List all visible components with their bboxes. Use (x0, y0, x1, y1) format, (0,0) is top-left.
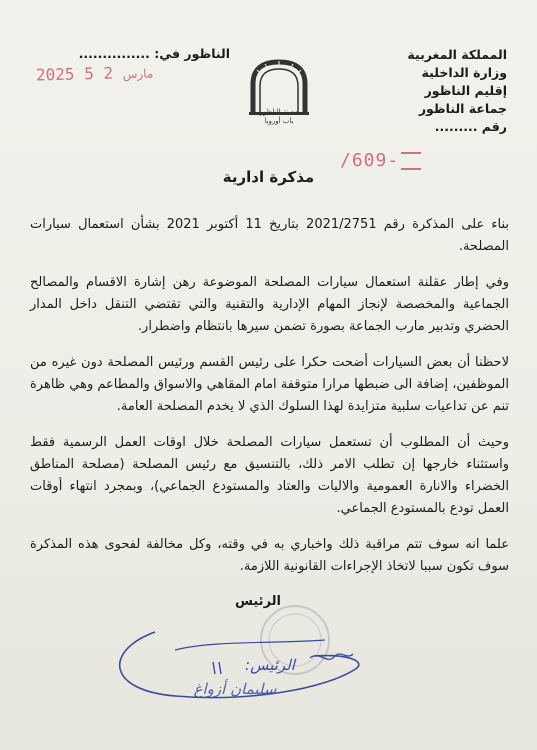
paragraph-context: وفي إطار عقلنة استعمال سيارات المصلحة الموضوعة رهن إشارة الاقسام والمصالح الجماعية والمخصصة لإنجاز المهام الإدارية والتقنية والتي تقتضي التنقل داخل المدار الحضري وتدبير مارب الجماعة بصورة تضمن سيرها بانتظام واضطرار. (30, 275, 509, 334)
issuer-line-ministry: وزارة الداخلية (421, 65, 507, 80)
logo-caption-gate: باب أوروبا (264, 117, 294, 125)
reference-number-line: رقم ......... (434, 119, 507, 134)
issuer-line-province: إقليم الناظور (424, 83, 507, 98)
date-stamp-month: مارس (122, 66, 154, 82)
handwritten-name: سليمان أزواغ (193, 680, 277, 698)
reference-stamp-text: /609- (340, 150, 400, 171)
memo-title: مذكرة ادارية (222, 168, 315, 186)
date-stamp-year: 2025 (35, 64, 75, 85)
logo-caption-city: مدينة الناظور (259, 108, 299, 116)
issuer-line-commune: جماعة الناظور (418, 101, 507, 116)
date-stamp (36, 62, 154, 84)
date-stamp-day: 2 5 (83, 63, 114, 84)
paragraph-observation: لاحظنا أن بعض السيارات أضحت حكرا على رئيس القسم ورئيس المصلحة دون غيره من الموظفين، إضافة الى ضبطها مرارا متوقفة امام المقاهي والاسواق والمطاعم وهي ظاهرة تنم عن تداعيات سلبية متزايدة لهذا السلوك الذي لا يخدم المصلحة العامة. (29, 355, 509, 414)
handwritten-signature (95, 610, 375, 710)
handwritten-role: الرئيس: (245, 656, 295, 674)
paragraph-reference: بناء على المذكرة رقم 2021/2751 بتاريخ 11 أكتوبر 2021 بشأن استعمال سيارات المصلحة. (30, 217, 509, 254)
logo-caption (238, 108, 320, 126)
signatory-title: الرئيس (235, 594, 281, 609)
paragraph-requirement: وحيث أن المطلوب أن تستعمل سيارات المصلحة خلال اوقات العمل الرسمية فقط واستثناء خارجها إن تطلب الامر ذلك، بالتنسيق مع رئيس المصلحة (مصلحة المناطق الخضراء والانارة العمومية والاليات والعتاد والمستودع الجماعي)، وبمجرد انتهاء أوقات العمل تودع بالمستودع الجماعي. (30, 435, 509, 516)
issuer-line-kingdom: المملكة المغربية (407, 47, 507, 62)
place-date-line: الناظور في: ............... (78, 46, 230, 61)
issuer-block (357, 46, 507, 136)
memo-body (30, 214, 509, 592)
paragraph-warning: علما انه سوف تتم مراقبة ذلك واخباري به في وقته، وكل مخالفة لفحوى هذه المذكرة سوف تكون سببا لاتخاذ الإجراءات القانونية اللازمة. (30, 537, 509, 574)
